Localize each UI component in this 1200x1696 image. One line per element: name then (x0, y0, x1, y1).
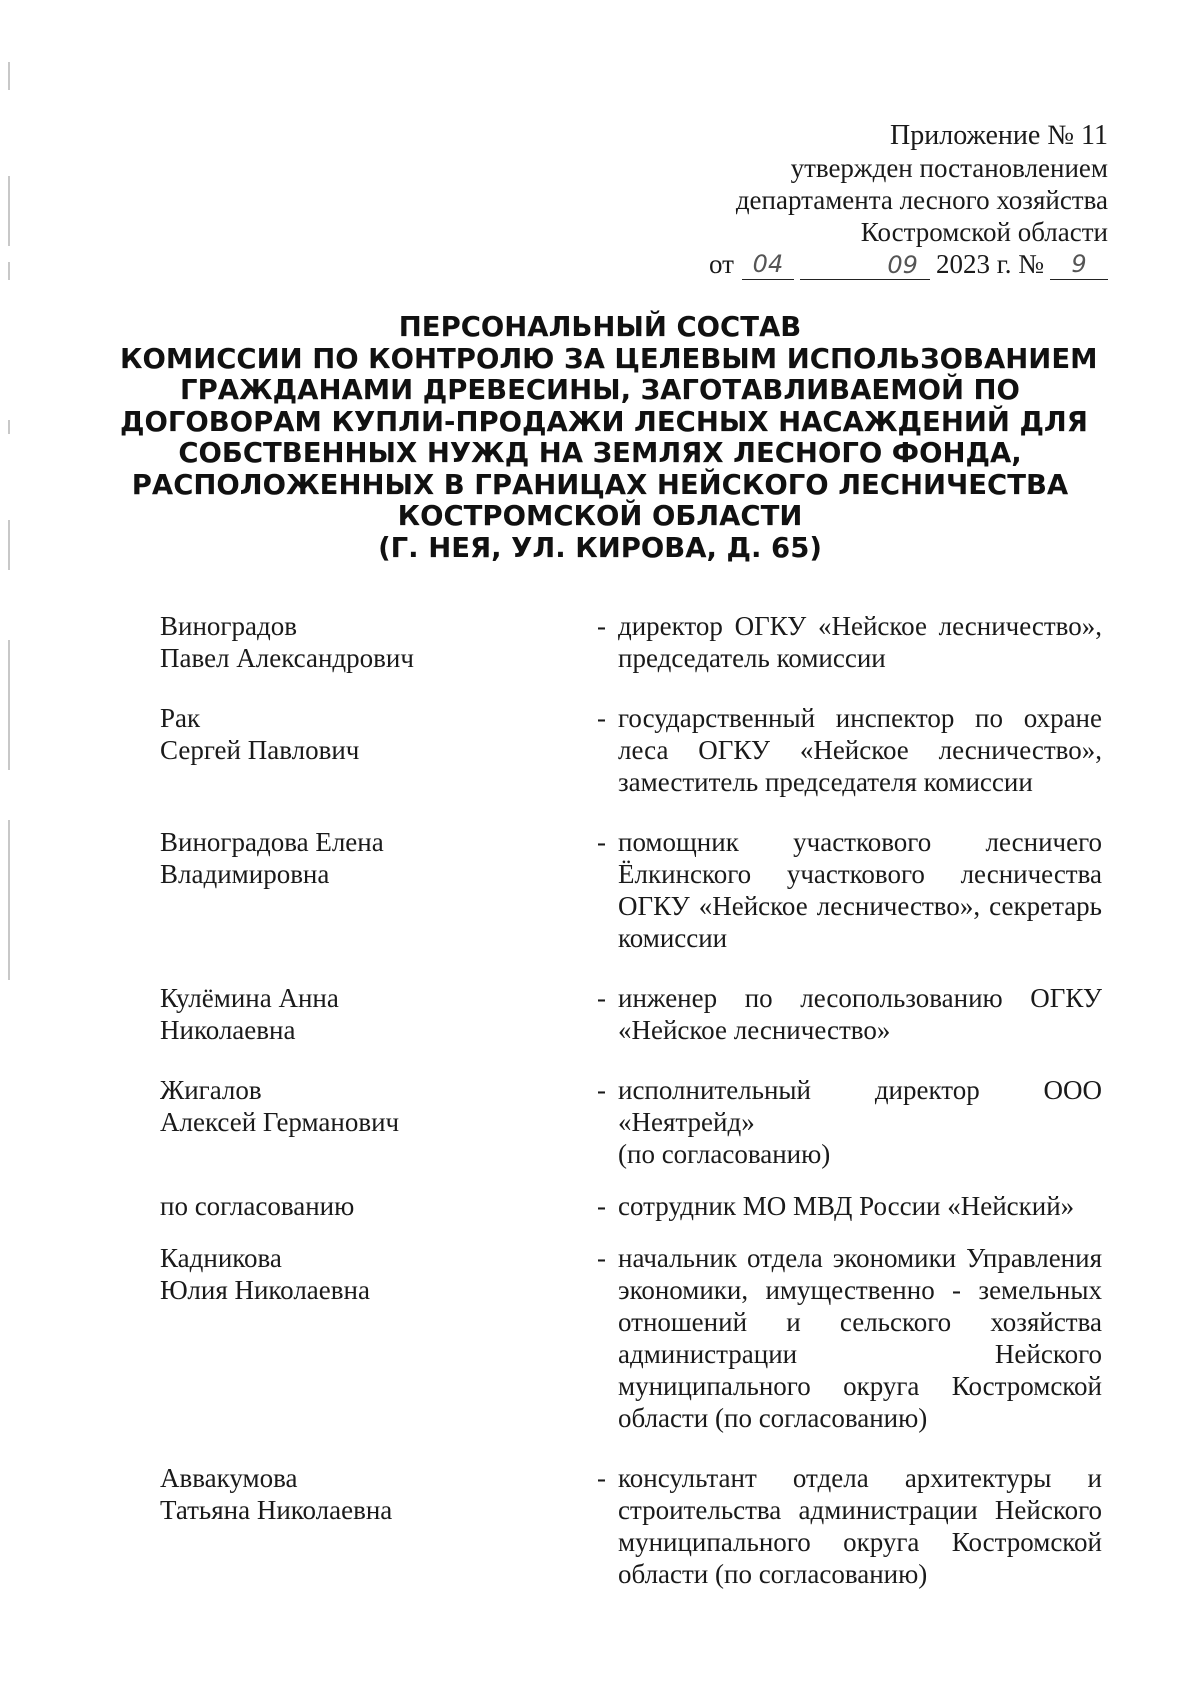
member-dash: - (597, 1075, 606, 1105)
member-row (160, 1190, 1102, 1222)
member-row (160, 1074, 1102, 1170)
member-role: помощник участкового лесничего Ёлкинского участкового лесничества ОГКУ «Нейское лесничество», секретарь комиссии (618, 827, 1102, 953)
approval-line: Костромской области (860, 217, 1108, 247)
handwritten-day: 04 (742, 251, 794, 280)
title-line: ГРАЖДАНАМИ ДРЕВЕСИНЫ, ЗАГОТАВЛИВАЕМОЙ ПО (180, 374, 1020, 406)
member-row (160, 702, 1102, 798)
approval-line: департамента лесного хозяйства (735, 185, 1108, 215)
member-name: Аввакумова Татьяна Николаевна (160, 1463, 393, 1525)
scan-edge-mark (8, 262, 10, 280)
member-name: Виноградов Павел Александрович (160, 611, 414, 673)
title-line: ПЕРСОНАЛЬНЫЙ СОСТАВ (398, 311, 802, 343)
scan-edge-mark (8, 176, 10, 246)
member-name: Жигалов Алексей Германович (160, 1075, 400, 1137)
approval-line: утвержден постановлением (790, 153, 1108, 183)
scan-edge-mark (8, 640, 10, 770)
title-line: ДОГОВОРАМ КУПЛИ-ПРОДАЖИ ЛЕСНЫХ НАСАЖДЕНИЙ ДЛЯ (120, 405, 1088, 438)
member-name: по согласованию (160, 1191, 355, 1221)
year-text: 2023 г. № (935, 249, 1044, 279)
member-dash: - (597, 1191, 606, 1221)
scan-edge-mark (8, 62, 10, 90)
approval-block (709, 120, 1108, 280)
member-name: Кадникова Юлия Николаевна (160, 1243, 370, 1305)
title-line: КОСТРОМСКОЙ ОБЛАСТИ (397, 500, 803, 532)
member-role: инженер по лесопользованию ОГКУ «Нейское лесничество» (618, 983, 1102, 1045)
member-role: исполнительный директор ООО «Неятрейд» (по согласованию) (618, 1075, 1102, 1169)
title-line: (Г. НЕЯ, УЛ. КИРОВА, Д. 65) (378, 531, 822, 564)
member-dash: - (597, 1243, 606, 1273)
date-prefix: от (709, 249, 734, 279)
member-dash: - (597, 703, 606, 733)
member-dash: - (597, 827, 606, 857)
member-role: сотрудник МО МВД России «Нейский» (618, 1191, 1075, 1221)
title-line: РАСПОЛОЖЕННЫХ В ГРАНИЦАХ НЕЙСКОГО ЛЕСНИЧЕСТВА (131, 468, 1069, 501)
member-row (160, 610, 1102, 674)
scan-edge-mark (8, 520, 10, 570)
member-name: Рак Сергей Павлович (160, 703, 360, 765)
member-role: начальник отдела экономики Управления экономики, имущественно - земельных отношений и сельского хозяйства администрации Нейского муниципального округа Костромской области (по согласованию) (618, 1243, 1102, 1433)
member-role: государственный инспектор по охране леса ОГКУ «Нейское лесничество», заместитель председателя комиссии (618, 703, 1102, 797)
member-row (160, 1242, 1102, 1434)
member-name: Кулёмина Анна Николаевна (160, 983, 339, 1045)
scan-edge-mark (8, 820, 10, 980)
member-name: Виноградова Елена Владимировна (160, 827, 384, 889)
appendix-number: Приложение № 11 (890, 120, 1108, 151)
member-dash: - (597, 983, 606, 1013)
member-list (160, 610, 1102, 1590)
member-role: директор ОГКУ «Нейское лесничество», председатель комиссии (618, 611, 1102, 673)
member-row (160, 1462, 1102, 1590)
handwritten-number: 9 (1050, 251, 1108, 280)
member-row (160, 982, 1102, 1046)
handwritten-month: 09 (800, 252, 930, 280)
title-line: СОБСТВЕННЫХ НУЖД НА ЗЕМЛЯХ ЛЕСНОГО ФОНДА, (178, 437, 1022, 469)
member-dash: - (597, 1463, 606, 1493)
title-line: КОМИССИИ ПО КОНТРОЛЮ ЗА ЦЕЛЕВЫМ ИСПОЛЬЗОВАНИЕМ (120, 342, 1098, 375)
member-role: консультант отдела архитектуры и строительства администрации Нейского муниципального округа Костромской области (по согласованию) (618, 1463, 1102, 1589)
member-row (160, 826, 1102, 954)
member-dash: - (597, 611, 606, 641)
approval-date-line (709, 248, 1108, 280)
scan-edge-mark (8, 420, 10, 434)
document-title (120, 311, 1098, 564)
